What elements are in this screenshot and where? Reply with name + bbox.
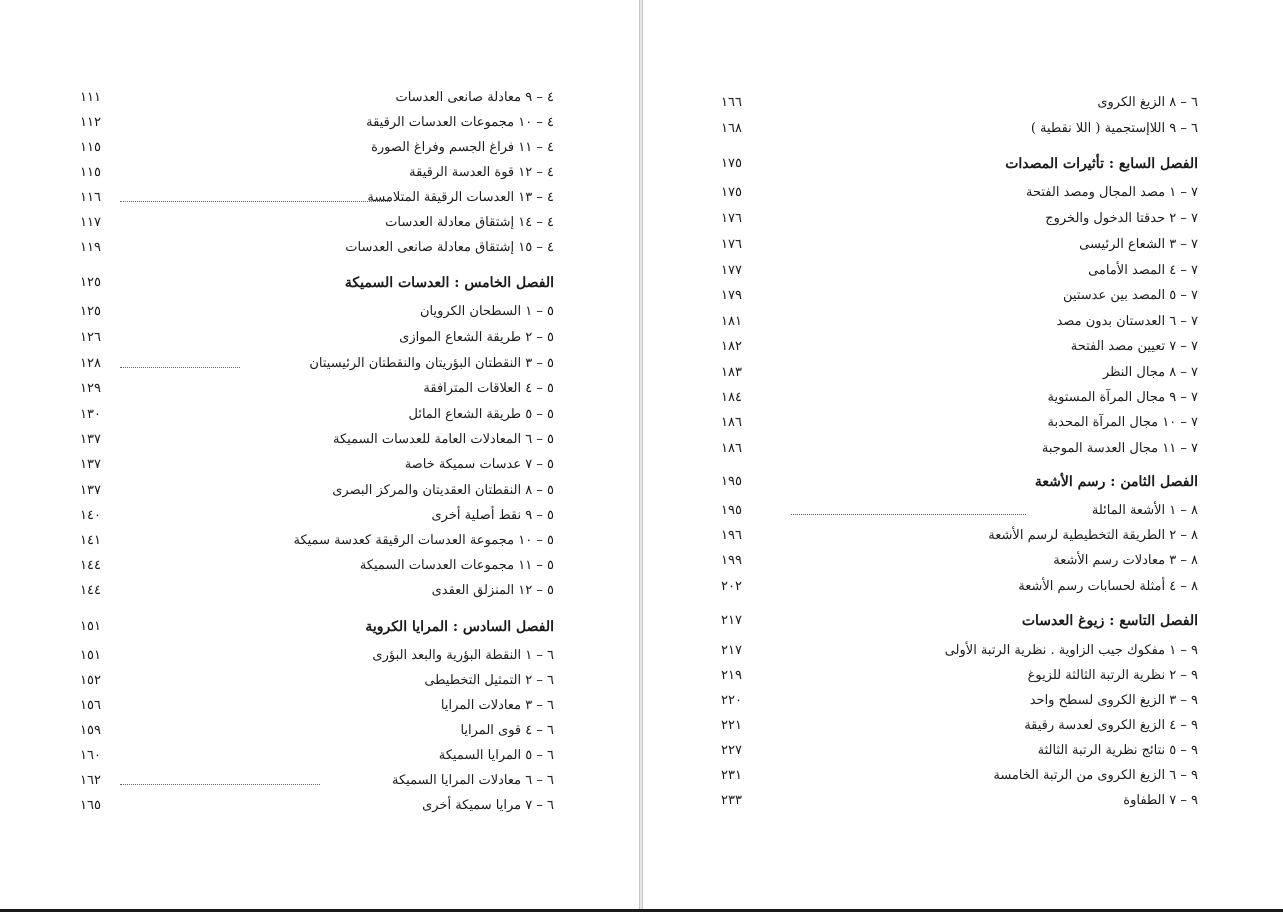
toc-entry-page: ١٩٩ <box>721 553 742 568</box>
toc-entry[interactable] <box>721 765 1198 787</box>
toc-entry-title: ٦ – ٧ مرايا سميكة أخرى <box>422 798 554 813</box>
toc-entry-title: ٧ – ٣ الشعاع الرئيسى <box>1079 237 1198 252</box>
toc-entry-page: ١٥١ <box>80 619 101 634</box>
toc-entry-page: ١٩٦ <box>721 528 742 543</box>
toc-entry-title: ٨ – ١ الأشعة المائلة <box>1091 503 1198 518</box>
toc-entry-page: ٢٢٠ <box>721 693 742 708</box>
toc-entry-title: ٦ – ٩ اللاإستجمية ( اللا نقطية ) <box>1030 121 1198 136</box>
toc-entry-page: ١١٢ <box>80 115 101 130</box>
toc-entry[interactable] <box>721 92 1198 114</box>
chapter-title: الفصل التاسع : زيوغ العدسات <box>1021 613 1198 629</box>
toc-entry[interactable] <box>721 665 1198 687</box>
toc-entry-title: ٥ – ٩ نقط أصلية أخرى <box>431 508 554 523</box>
toc-entry-title: ٧ – ٥ المصد بين عدستين <box>1063 288 1198 303</box>
dot-leader <box>791 514 1026 515</box>
toc-entry-page: ١١١ <box>80 90 101 105</box>
toc-entry[interactable] <box>80 327 554 349</box>
toc-entry[interactable] <box>80 795 554 817</box>
toc-entry-page: ١٢٩ <box>80 381 101 396</box>
toc-entry-page: ١٧٧ <box>721 263 742 278</box>
toc-entry-title: ٤ – ١٠ مجموعات العدسات الرقيقة <box>366 115 554 130</box>
toc-entry-title: ٦ – ٣ معادلات المرايا <box>440 698 554 713</box>
toc-entry-page: ٢٠٢ <box>721 579 742 594</box>
toc-entry-page: ٢٣١ <box>721 768 742 783</box>
toc-entry-page: ١٥١ <box>80 648 101 663</box>
toc-entry-title: ٥ – ١١ مجموعات العدسات السميكة <box>359 558 554 573</box>
toc-entry-title: ٧ – ٤ المصد الأمامى <box>1088 263 1198 278</box>
toc-entry[interactable] <box>80 212 554 234</box>
toc-entry-title: ٧ – ٢ حدقتا الدخول والخروج <box>1045 211 1198 226</box>
toc-entry-page: ١٦٢ <box>80 773 101 788</box>
right-page <box>643 0 1283 910</box>
toc-entry-page: ١٤٤ <box>80 583 101 598</box>
toc-entry[interactable] <box>721 182 1198 204</box>
toc-entry[interactable] <box>80 137 554 159</box>
dot-leader <box>120 784 320 785</box>
toc-entry[interactable] <box>80 187 554 209</box>
toc-entry-title: ٤ – ١٥ إشتقاق معادلة صانعى العدسات <box>345 240 554 255</box>
toc-entry-title: ٤ – ١٤ إشتقاق معادلة العدسات <box>385 215 554 230</box>
toc-entry-title: ٩ – ٥ نتائج نظرية الرتبة الثالثة <box>1037 743 1198 758</box>
toc-entry-title: ٧ – ٧ تعيين مصد الفتحة <box>1070 339 1198 354</box>
toc-entry-page: ١٧٦ <box>721 211 742 226</box>
toc-entry-title: ٧ – ١ مصد المجال ومصد الفتحة <box>1026 185 1198 200</box>
toc-entry-title: ٩ – ١ مفكوك جيب الزاوية . نظرية الرتبة الأولى <box>944 643 1198 658</box>
toc-entry[interactable] <box>721 715 1198 737</box>
toc-entry[interactable] <box>721 260 1198 282</box>
toc-entry-title: ٧ – ٩ مجال المرآة المستوية <box>1047 390 1198 405</box>
toc-entry-page: ١٦٠ <box>80 748 101 763</box>
toc-entry[interactable] <box>80 378 554 400</box>
toc-entry-title: ٨ – ٢ الطريقة التخطيطية لرسم الأشعة <box>988 528 1198 543</box>
toc-entry[interactable] <box>80 112 554 134</box>
toc-entry[interactable] <box>721 362 1198 384</box>
toc-entry[interactable] <box>721 500 1198 522</box>
chapter-heading[interactable] <box>80 272 554 294</box>
toc-entry-page: ١٧٩ <box>721 288 742 303</box>
toc-entry[interactable] <box>721 576 1198 598</box>
toc-entry[interactable] <box>721 438 1198 460</box>
toc-entry[interactable] <box>80 530 554 552</box>
chapter-title: الفصل السادس : المرايا الكروية <box>365 619 554 635</box>
toc-entry-title: ٩ – ٦ الزيغ الكروى من الرتبة الخامسة <box>993 768 1198 783</box>
toc-entry-page: ٢٢١ <box>721 718 742 733</box>
toc-entry-page: ١٦٨ <box>721 121 742 136</box>
toc-entry[interactable] <box>721 336 1198 358</box>
toc-entry-title: ٦ – ٤ قوى المرايا <box>460 723 554 738</box>
toc-entry-page: ١٩٥ <box>721 503 742 518</box>
toc-entry-title: ٨ – ٣ معادلات رسم الأشعة <box>1053 553 1198 568</box>
toc-entry-title: ٧ – ١١ مجال العدسة الموجبة <box>1041 441 1198 456</box>
toc-entry-title: ٩ – ٤ الزيغ الكروى لعدسة رقيقة <box>1024 718 1198 733</box>
toc-entry-page: ٢٣٣ <box>721 793 742 808</box>
dot-leader <box>120 201 390 202</box>
toc-entry-title: ٤ – ١٢ قوة العدسة الرقيقة <box>409 165 554 180</box>
toc-entry-page: ١٦٥ <box>80 798 101 813</box>
toc-entry-page: ١٢٨ <box>80 356 101 371</box>
toc-entry[interactable] <box>721 690 1198 712</box>
toc-entry-page: ١٢٥ <box>80 275 101 290</box>
toc-entry[interactable] <box>80 162 554 184</box>
chapter-title: الفصل الثامن : رسم الأشعة <box>1034 474 1198 490</box>
toc-entry[interactable] <box>721 640 1198 662</box>
toc-entry-page: ٢١٧ <box>721 613 742 628</box>
toc-entry[interactable] <box>721 311 1198 333</box>
toc-entry-title: ٨ – ٤ أمثلة لحسابات رسم الأشعة <box>1018 579 1198 594</box>
toc-entry[interactable] <box>80 720 554 742</box>
toc-entry[interactable] <box>80 480 554 502</box>
toc-entry-title: ٦ – ٢ التمثيل التخطيطى <box>424 673 554 688</box>
toc-entry[interactable] <box>80 670 554 692</box>
left-page <box>0 0 640 910</box>
toc-entry-title: ٧ – ١٠ مجال المرآة المحدبة <box>1047 415 1198 430</box>
toc-entry[interactable] <box>721 790 1198 812</box>
toc-entry-page: ٢١٩ <box>721 668 742 683</box>
chapter-heading[interactable] <box>721 153 1198 175</box>
toc-entry[interactable] <box>80 745 554 767</box>
toc-entry-page: ١٤٤ <box>80 558 101 573</box>
toc-entry-title: ٤ – ٩ معادلة صانعى العدسات <box>395 90 554 105</box>
chapter-heading[interactable] <box>721 610 1198 632</box>
toc-entry-page: ١١٥ <box>80 140 101 155</box>
chapter-title: الفصل السابع : تأثيرات المصدات <box>1005 156 1198 172</box>
toc-entry-title: ٥ – ٣ النقطتان البؤريتان والنقطتان الرئيسيتان <box>309 356 554 371</box>
toc-entry-title: ٤ – ١٣ العدسات الرقيقة المتلامسة <box>367 190 554 205</box>
toc-entry-page: ١٤٠ <box>80 508 101 523</box>
toc-entry-page: ١٥٩ <box>80 723 101 738</box>
toc-entry[interactable] <box>80 87 554 109</box>
toc-entry[interactable] <box>721 285 1198 307</box>
toc-entry-page: ٢٢٧ <box>721 743 742 758</box>
toc-entry-page: ١٨١ <box>721 314 742 329</box>
toc-entry-title: ٩ – ٧ الطفاوة <box>1123 793 1198 808</box>
toc-entry-title: ٦ – ٦ معادلات المرايا السميكة <box>392 773 554 788</box>
toc-entry-page: ١٣٧ <box>80 432 101 447</box>
toc-entry-page: ١٨٢ <box>721 339 742 354</box>
toc-entry-page: ١١٩ <box>80 240 101 255</box>
toc-entry-page: ١٩٥ <box>721 474 742 489</box>
dot-leader <box>120 367 240 368</box>
toc-entry[interactable] <box>721 525 1198 547</box>
toc-entry-page: ١٤١ <box>80 533 101 548</box>
toc-entry[interactable] <box>721 208 1198 230</box>
toc-entry-title: ٥ – ١٢ المنزلق العقدى <box>431 583 554 598</box>
toc-entry-title: ٥ – ٢ طريقة الشعاع الموازى <box>399 330 554 345</box>
toc-entry-page: ١٨٣ <box>721 365 742 380</box>
toc-entry-page: ١٣٧ <box>80 483 101 498</box>
toc-entry[interactable] <box>721 234 1198 256</box>
toc-entry[interactable] <box>80 770 554 792</box>
toc-entry[interactable] <box>721 118 1198 140</box>
toc-entry-page: ١٥٢ <box>80 673 101 688</box>
toc-entry[interactable] <box>721 740 1198 762</box>
toc-entry-title: ٦ – ٥ المرايا السميكة <box>438 748 554 763</box>
toc-entry[interactable] <box>721 387 1198 409</box>
toc-entry-title: ٥ – ٦ المعادلات العامة للعدسات السميكة <box>333 432 554 447</box>
toc-entry-title: ٥ – ٤ العلاقات المترافقة <box>423 381 554 396</box>
toc-entry[interactable] <box>721 412 1198 434</box>
chapter-heading[interactable] <box>80 616 554 638</box>
toc-entry[interactable] <box>80 695 554 717</box>
toc-entry-page: ١٨٤ <box>721 390 742 405</box>
toc-entry-title: ٥ – ٨ النقطتان العقديتان والمركز البصرى <box>332 483 554 498</box>
toc-entry-page: ١٢٥ <box>80 304 101 319</box>
toc-entry-page: ١٣٧ <box>80 457 101 472</box>
toc-entry-title: ٤ – ١١ فراغ الجسم وفراغ الصورة <box>371 140 554 155</box>
toc-entry-title: ٧ – ٨ مجال النظر <box>1102 365 1198 380</box>
toc-entry[interactable] <box>80 237 554 259</box>
toc-entry[interactable] <box>80 505 554 527</box>
toc-entry[interactable] <box>80 454 554 476</box>
toc-entry-page: ١١٥ <box>80 165 101 180</box>
toc-entry[interactable] <box>80 353 554 375</box>
toc-entry-title: ٥ – ١٠ مجموعة العدسات الرقيقة كعدسة سميكة <box>293 533 554 548</box>
toc-entry[interactable] <box>80 645 554 667</box>
toc-entry[interactable] <box>80 580 554 602</box>
toc-entry-page: ١٧٥ <box>721 156 742 171</box>
toc-entry-page: ١١٦ <box>80 190 101 205</box>
toc-entry-title: ٥ – ٧ عدسات سميكة خاصة <box>404 457 554 472</box>
toc-entry-page: ١٦٦ <box>721 95 742 110</box>
toc-entry-page: ١٣٠ <box>80 407 101 422</box>
toc-entry-title: ٧ – ٦ العدستان بدون مصد <box>1056 314 1198 329</box>
toc-entry-page: ١٧٥ <box>721 185 742 200</box>
toc-entry[interactable] <box>80 404 554 426</box>
toc-entry[interactable] <box>721 550 1198 572</box>
toc-entry-page: ٢١٧ <box>721 643 742 658</box>
chapter-heading[interactable] <box>721 471 1198 493</box>
chapter-title: الفصل الخامس : العدسات السميكة <box>344 275 554 291</box>
toc-entry-page: ١٨٦ <box>721 415 742 430</box>
toc-entry-title: ٩ – ٢ نظرية الرتبة الثالثة للزيوغ <box>1027 668 1198 683</box>
toc-entry-title: ٥ – ٥ طريقة الشعاع المائل <box>408 407 554 422</box>
toc-entry-page: ١١٧ <box>80 215 101 230</box>
toc-entry[interactable] <box>80 555 554 577</box>
toc-entry-title: ٦ – ١ النقطة البؤرية والبعد البؤرى <box>372 648 554 663</box>
toc-entry-page: ١٢٦ <box>80 330 101 345</box>
toc-entry-page: ١٧٦ <box>721 237 742 252</box>
toc-entry-title: ٩ – ٣ الزيغ الكروى لسطح واحد <box>1029 693 1198 708</box>
toc-entry-title: ٥ – ١ السطحان الكرويان <box>419 304 554 319</box>
toc-entry-page: ١٨٦ <box>721 441 742 456</box>
toc-entry[interactable] <box>80 301 554 323</box>
toc-entry-title: ٦ – ٨ الزيغ الكروى <box>1097 95 1198 110</box>
toc-entry-page: ١٥٦ <box>80 698 101 713</box>
toc-entry[interactable] <box>80 429 554 451</box>
